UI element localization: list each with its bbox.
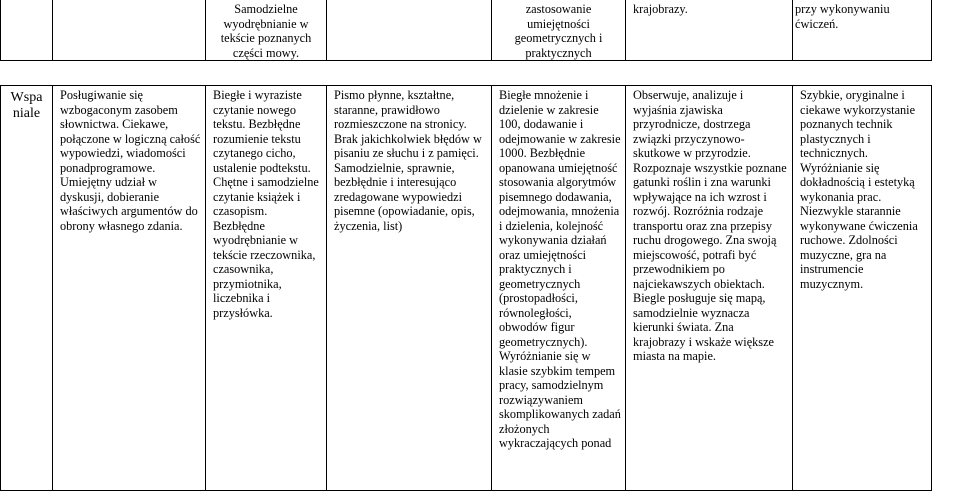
cell-text: zastosowanie umiejętności geometrycznych i praktycznych [514,2,603,60]
cell-reading [206,86,327,491]
cell-text: Posługiwanie się wzbogaconym zasobem słownictwa. Ciekawe, połączone w logiczną całość wypowiedzi, wiadomości ponadprogramowe. Umiejętny udział w dyskusji, dobieranie właściwych argumentów do obrony własnego zdania. [60,88,201,233]
cell-writing [327,86,492,491]
cell-empty [327,0,492,61]
row-spacer [1,61,932,86]
cell-art-continuation [793,0,932,61]
cell-text: Szybkie, oryginalne i ciekawe wykorzystanie poznanych technik plastycznych i technicznych. Wyróżnianie się dokładnością i estetyką wykonania prac. Niezwykle starannie wykonywane ćwiczenia ruchowe. Zdolności muzyczne, gra na instrumencie muzycznym. [800,88,918,291]
cell-text: Obserwuje, analizuje i wyjaśnia zjawiska przyrodnicze, dostrzega związki przyczynowo-skutkowe w przyrodzie. Rozpoznaje wszystkie poznane gatunki roślin i zna warunki wpływające na ich wzrost i rozwój. Rozróżnia rodzaje transportu oraz zna przepisy ruchu drogowego. Zna swoją miejscowość, potrafi być przewodnikiem po najciekawszych obiektach. Biegle posługuje się mapą, samodzielnie wyznacza kierunki świata. Zna krajobrazy i wskaże większe miasta na mapie. [633,88,787,363]
grade-level-label: Wspa niale [10,90,43,121]
table-row-spacer [1,61,932,86]
cell-nature-continuation [626,0,793,61]
cell-text: przy wykonywaniu ćwiczeń. [795,2,890,31]
cell-text: krajobrazy. [633,2,688,16]
cell-nature [626,86,793,491]
cell-text: Biegłe mnożenie i dzielenie w zakresie 100, dodawanie i odejmowanie w zakresie 1000. Bezbłędnie opanowana umiejętność stosowania algorytmów pisemnego dodawania, odejmowania, mnożenia i dzielenia, kolejność wykonywania działań oraz umiejętności praktycznych i geometrycznych (prostopadłości, równoległości, obwodów figur geometrycznych). Wyróżnianie się w klasie szybkim tempem pracy, samodzielnym rozwiązywaniem skomplikowanych zadań złożonych wykraczających ponad [499,88,621,450]
cell-math [492,86,626,491]
cell-math-continuation [492,0,626,61]
table-row-continuation [1,0,932,61]
cell-text: Pismo płynne, kształtne, staranne, prawidłowo rozmieszczone na stronicy. Brak jakichkolwiek błędów w pisaniu ze słuchu i z pamięci. Samodzielnie, sprawnie, bezbłędnie i interesująco zredagowane wypowiedzi pisemne (opowiadanie, opis, życzenia, list) [334,88,482,233]
cell-reading-continuation [206,0,327,61]
cell-text: Samodzielne wyodrębnianie w tekście poznanych części mowy. [220,2,312,60]
cell-speaking [53,86,206,491]
table-row-grade [1,86,932,491]
cell-empty [1,0,53,61]
cell-text: Biegłe i wyraziste czytanie nowego tekstu. Bezbłędne rozumienie tekstu czytanego cicho, ustalenie podtekstu. Chętne i samodzielne czytanie książek i czasopism. Bezbłędne wyodrębnianie w tekście rzeczownika, czasownika, przymiotnika, liczebnika i przysłówka. [213,88,319,320]
cell-art-tech [793,86,932,491]
cell-empty [53,0,206,61]
cell-grade-level [1,86,53,491]
